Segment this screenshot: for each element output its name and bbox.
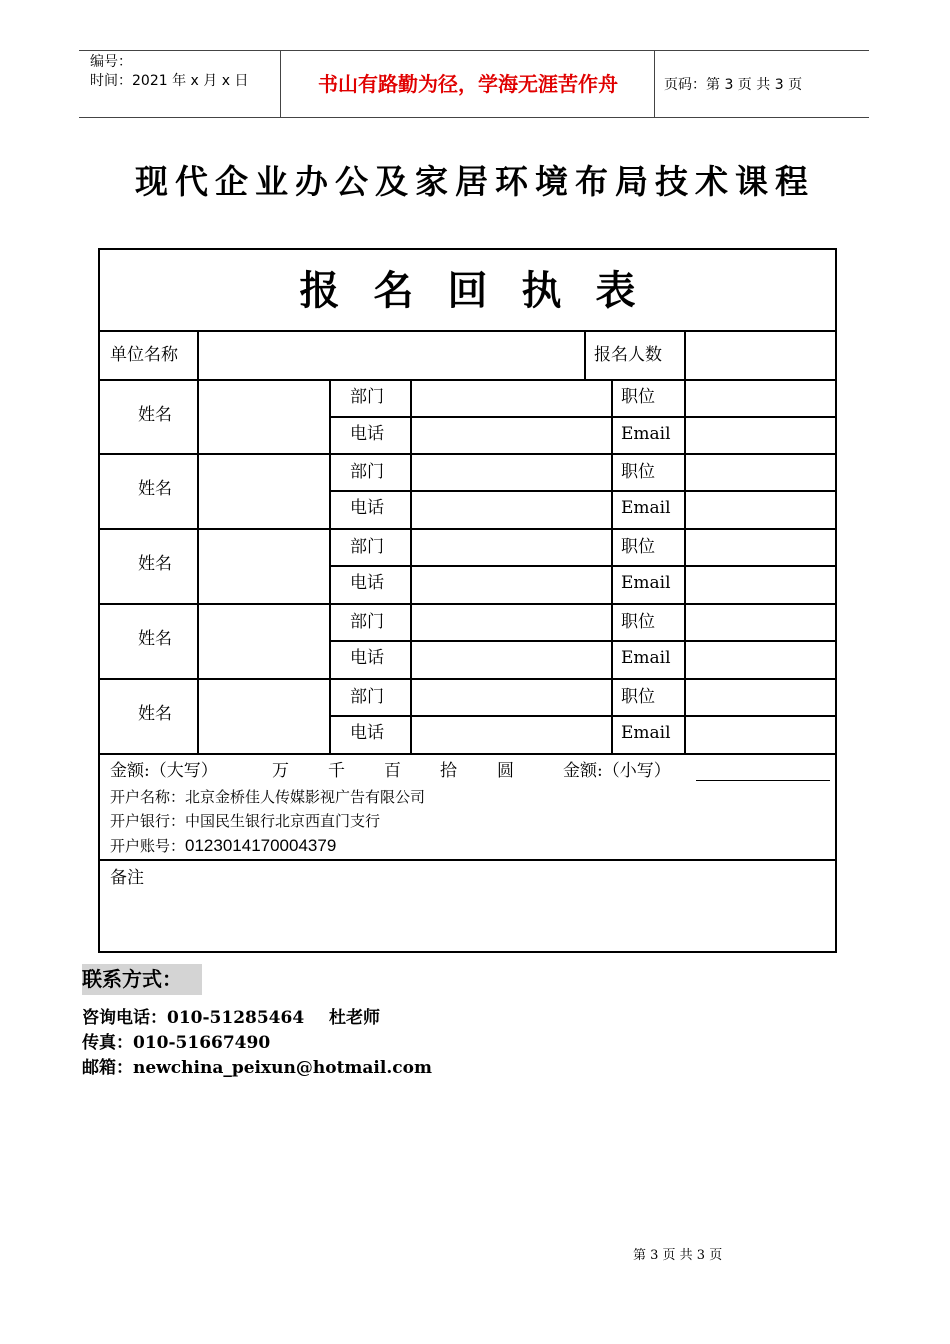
name-label: 姓名 — [138, 704, 172, 724]
department-field[interactable] — [412, 680, 611, 715]
contact-fax: 传真：010-51667490 — [82, 1033, 271, 1053]
amount-unit: 万 — [272, 761, 289, 781]
account-number: 0123014170004379 — [185, 836, 337, 855]
position-field[interactable] — [686, 530, 835, 565]
amount-digits-label: 金额:（小写） — [563, 761, 671, 781]
department-label: 部门 — [350, 687, 384, 707]
name-label: 姓名 — [138, 629, 172, 649]
header-motto: 书山有路勤为径，学海无涯苦作舟 — [318, 72, 618, 96]
unit-name-field[interactable] — [199, 332, 584, 379]
registration-form — [98, 248, 837, 953]
header-number-label: 编号： — [90, 54, 132, 70]
email-label: Email — [621, 648, 671, 668]
contact-heading: 联系方式： — [82, 964, 202, 995]
phone-label: 电话 — [350, 573, 384, 593]
headcount-field[interactable] — [686, 332, 835, 379]
name-field[interactable] — [199, 455, 329, 528]
position-field[interactable] — [686, 680, 835, 715]
name-label: 姓名 — [138, 405, 172, 425]
col-rule — [611, 379, 613, 755]
department-label: 部门 — [350, 387, 384, 407]
phone-field[interactable] — [412, 642, 611, 678]
department-label: 部门 — [350, 537, 384, 557]
row-rule — [100, 753, 835, 755]
header-bottom-rule — [79, 117, 869, 118]
email-field[interactable] — [686, 717, 835, 753]
email-label: Email — [621, 723, 671, 743]
contact-phone: 咨询电话：010-51285464 — [82, 1008, 305, 1028]
contact-teacher: 杜老师 — [329, 1008, 380, 1028]
email-field[interactable] — [686, 567, 835, 603]
amount-digits-field[interactable] — [696, 760, 830, 781]
email-label: Email — [621, 498, 671, 518]
amount-unit: 拾 — [440, 761, 457, 781]
amount-words-label: 金额:（大写） — [110, 761, 218, 781]
document-title: 现代企业办公及家居环境布局技术课程 — [135, 162, 815, 201]
email-field[interactable] — [686, 492, 835, 528]
department-field[interactable] — [412, 381, 611, 416]
name-field[interactable] — [199, 530, 329, 603]
position-field[interactable] — [686, 455, 835, 490]
header-divider — [280, 50, 281, 117]
department-field[interactable] — [412, 605, 611, 640]
account-name: 开户名称：北京金桥佳人传媒影视广告有限公司 — [110, 788, 426, 806]
position-label: 职位 — [621, 537, 655, 557]
name-label: 姓名 — [138, 554, 172, 574]
remarks-field[interactable] — [102, 895, 832, 949]
form-title: 报名回执表 — [299, 267, 670, 314]
col-rule — [584, 330, 586, 381]
page-footer: 第 3 页 共 3 页 — [633, 1248, 723, 1263]
row-rule — [100, 859, 835, 861]
account-number-label: 开户账号： — [110, 837, 186, 855]
header-top-rule — [79, 50, 869, 51]
department-label: 部门 — [350, 612, 384, 632]
amount-unit: 千 — [328, 761, 345, 781]
position-field[interactable] — [686, 381, 835, 416]
name-label: 姓名 — [138, 479, 172, 499]
email-label: Email — [621, 573, 671, 593]
position-field[interactable] — [686, 605, 835, 640]
header-divider — [654, 50, 655, 117]
name-field[interactable] — [199, 605, 329, 678]
phone-field[interactable] — [412, 418, 611, 453]
position-label: 职位 — [621, 612, 655, 632]
header-page-label: 页码：第 3 页 共 3 页 — [664, 77, 803, 93]
department-field[interactable] — [412, 455, 611, 490]
phone-label: 电话 — [350, 498, 384, 518]
headcount-label: 报名人数 — [594, 345, 662, 365]
remarks-label: 备注 — [110, 868, 144, 888]
contact-email: 邮箱：newchina_peixun@hotmail.com — [82, 1058, 432, 1078]
position-label: 职位 — [621, 387, 655, 407]
name-field[interactable] — [199, 381, 329, 453]
amount-unit: 圆 — [497, 761, 514, 781]
amount-unit: 百 — [384, 761, 401, 781]
phone-label: 电话 — [350, 424, 384, 444]
email-field[interactable] — [686, 418, 835, 453]
position-label: 职位 — [621, 687, 655, 707]
name-field[interactable] — [199, 680, 329, 753]
email-field[interactable] — [686, 642, 835, 678]
department-field[interactable] — [412, 530, 611, 565]
email-label: Email — [621, 424, 671, 444]
position-label: 职位 — [621, 462, 655, 482]
phone-field[interactable] — [412, 567, 611, 603]
bank-name: 开户银行：中国民生银行北京西直门支行 — [110, 812, 381, 830]
unit-name-label: 单位名称 — [110, 345, 178, 365]
phone-field[interactable] — [412, 492, 611, 528]
phone-field[interactable] — [412, 717, 611, 753]
account-number-row — [110, 836, 336, 856]
phone-label: 电话 — [350, 648, 384, 668]
header-time-label: 时间：2021 年 x 月 x 日 — [90, 73, 249, 89]
department-label: 部门 — [350, 462, 384, 482]
phone-label: 电话 — [350, 723, 384, 743]
col-rule — [329, 379, 331, 755]
